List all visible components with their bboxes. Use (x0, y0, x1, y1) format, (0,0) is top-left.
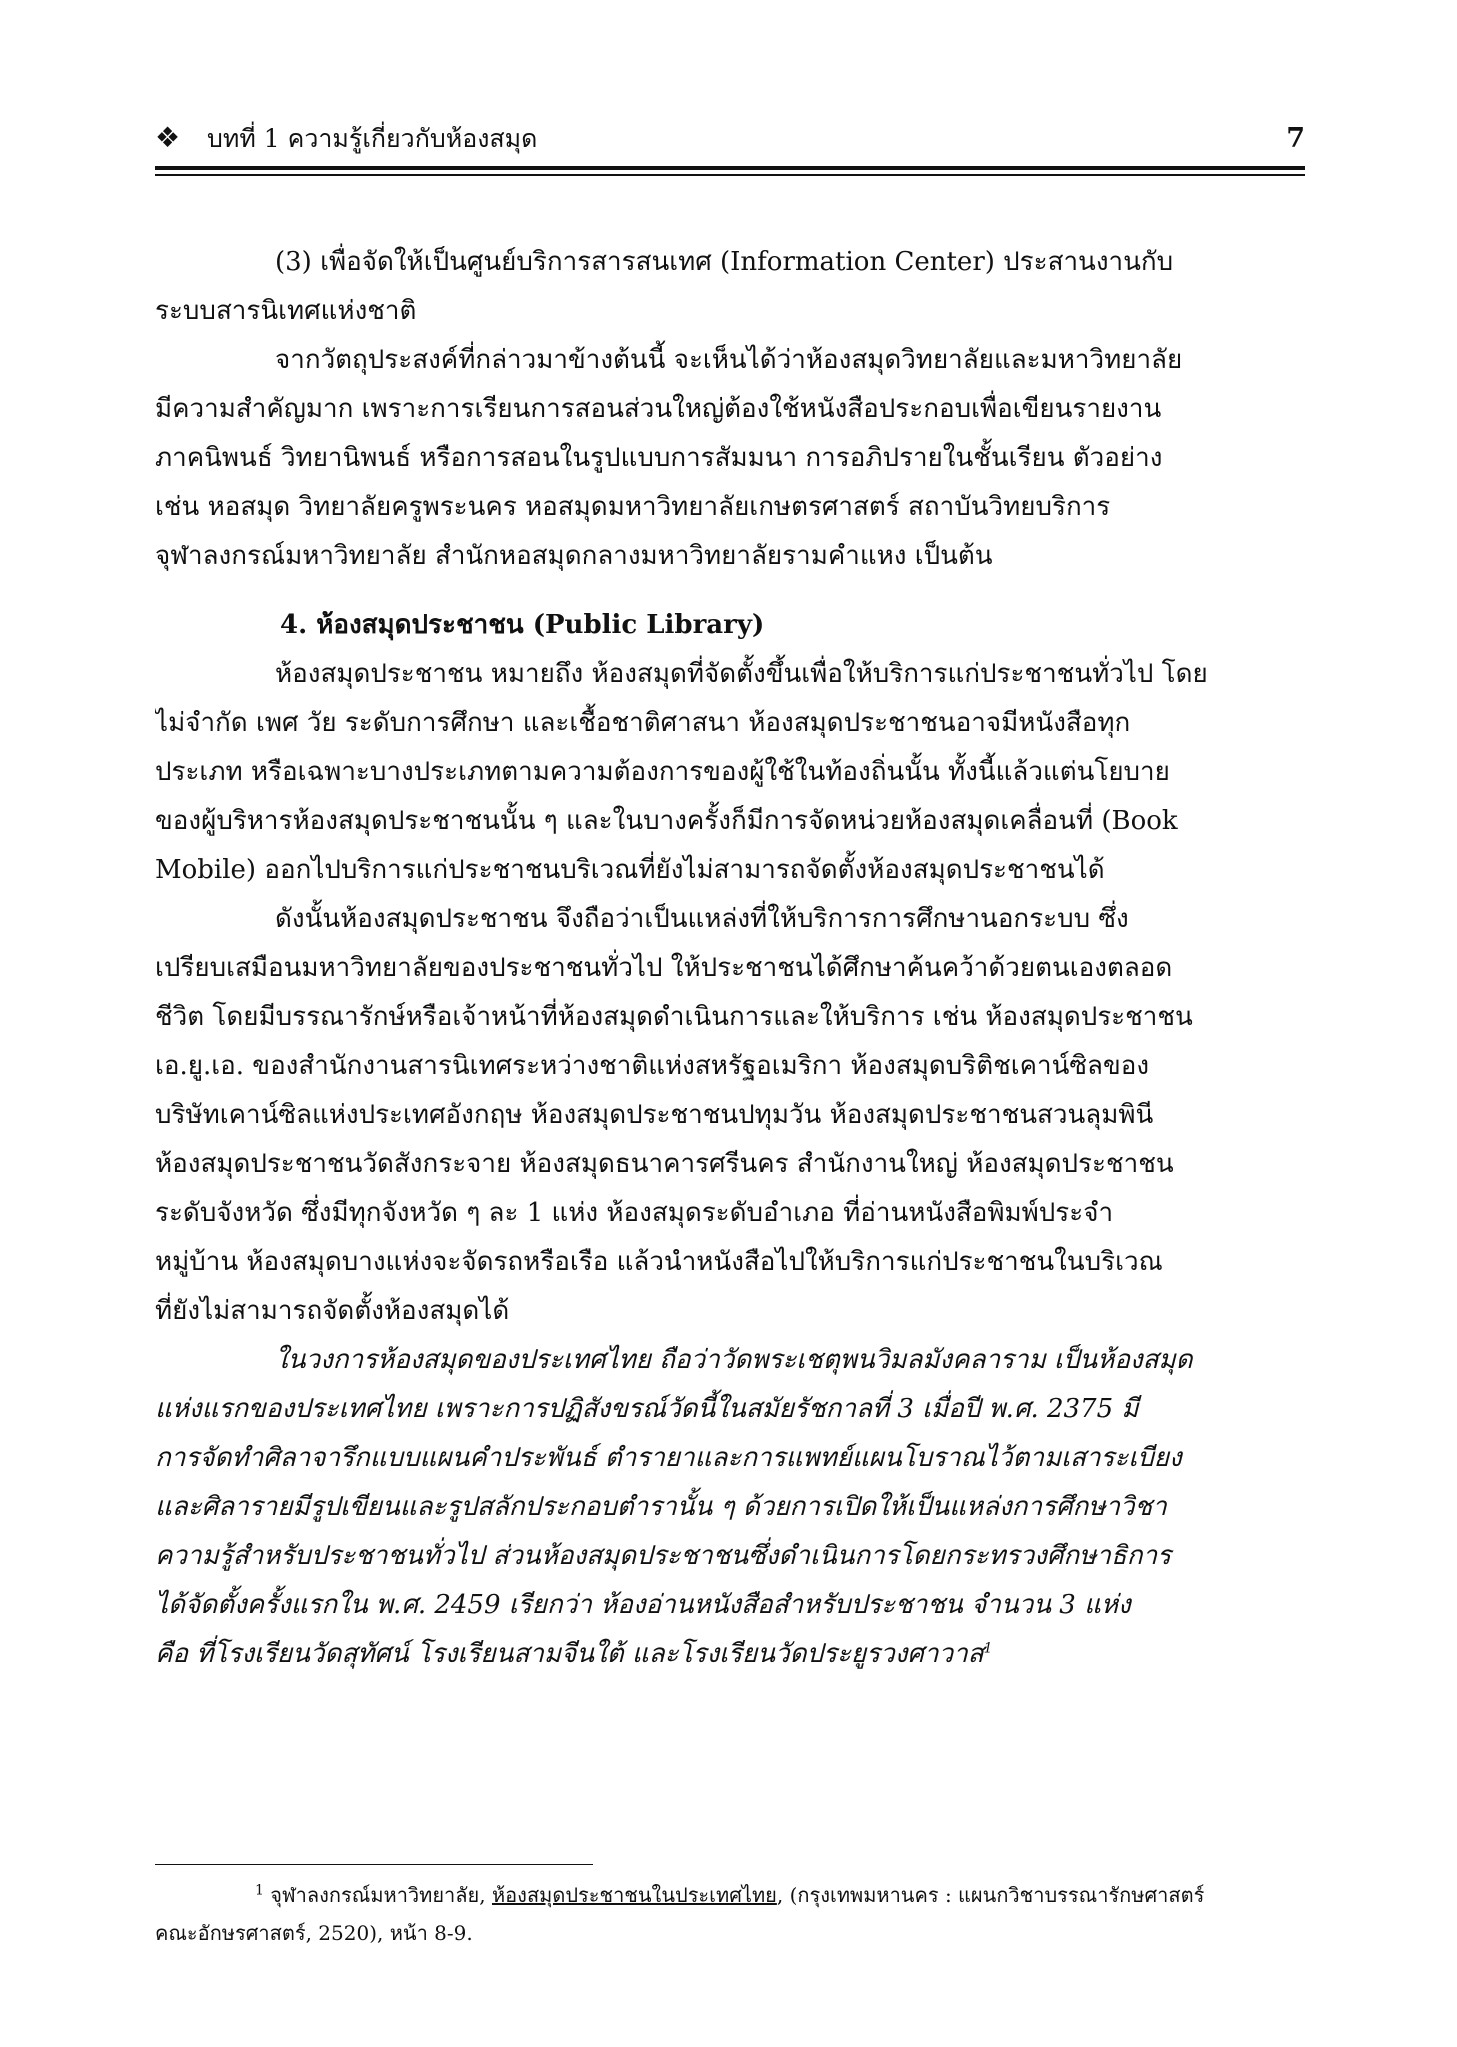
paragraph-line: เอ.ยู.เอ. ของสำนักงานสารนิเทศระหว่างชาติแห่งสหรัฐอเมริกา ห้องสมุดบริติชเคาน์ซิลของ (155, 1051, 1150, 1081)
footnote-continuation: คณะอักษรศาสตร์, 2520), หน้า 8-9. (155, 1921, 473, 1945)
paragraph-line: ความรู้สำหรับประชาชนทั่วไป ส่วนห้องสมุดประชาชนซึ่งดำเนินการโดยกระทรวงศึกษาธิการ (155, 1541, 1172, 1571)
paragraph-line: มีความสำคัญมาก เพราะการเรียนการสอนส่วนใหญ่ต้องใช้หนังสือประกอบเพื่อเขียนรายงาน (155, 394, 1162, 424)
paragraph-line-text: คือ ที่โรงเรียนวัดสุทัศน์ โรงเรียนสามจีนใต้ และโรงเรียนวัดประยูรวงศาวาส (155, 1639, 984, 1669)
paragraph-line: และศิลารายมีรูปเขียนและรูปสลักประกอบตำรานั้น ๆ ด้วยการเปิดให้เป็นแหล่งการศึกษาวิชา (155, 1492, 1167, 1522)
paragraph-line: ระบบสารนิเทศแห่งชาติ (155, 296, 417, 326)
header-rule-thick (155, 166, 1305, 170)
paragraph-line: ได้จัดตั้งครั้งแรกใน พ.ศ. 2459 เรียกว่า ห้องอ่านหนังสือสำหรับประชาชน จำนวน 3 แห่ง (155, 1590, 1131, 1620)
body-text (155, 238, 1305, 1679)
footnote-publication: , (กรุงเทพมหานคร : แผนกวิชาบรรณารักษศาสตร์ (776, 1883, 1205, 1907)
footnote-reference[interactable]: 1 (983, 1640, 993, 1657)
paragraph-line: Mobile) ออกไปบริการแก่ประชาชนบริเวณที่ยังไม่สามารถจัดตั้งห้องสมุดประชาชนได้ (155, 855, 1105, 885)
footnote (155, 1876, 1305, 1914)
diamond-ornament-icon: ❖ (155, 121, 181, 154)
paragraph-line: บริษัทเคาน์ซิลแห่งประเทศอังกฤษ ห้องสมุดประชาชนปทุมวัน ห้องสมุดประชาชนสวนลุมพินี (155, 1100, 1154, 1130)
paragraph-line: ภาคนิพนธ์ วิทยานิพนธ์ หรือการสอนในรูปแบบการสัมมนา การอภิปรายในชั้นเรียน ตัวอย่าง (155, 443, 1163, 473)
chapter-title: บทที่ 1 ความรู้เกี่ยวกับห้องสมุด (207, 124, 538, 153)
paragraph-line (155, 1630, 1305, 1679)
paragraph-line: ของผู้บริหารห้องสมุดประชาชนนั้น ๆ และในบางครั้งก็มีการจัดหน่วยห้องสมุดเคลื่อนที่ (Book (155, 806, 1178, 836)
footnote-marker: 1 (255, 1882, 264, 1899)
paragraph-line: จุฬาลงกรณ์มหาวิทยาลัย สำนักหอสมุดกลางมหาวิทยาลัยรามคำแหง เป็นต้น (155, 541, 993, 571)
paragraph-line: ห้องสมุดประชาชนวัดสังกระจาย ห้องสมุดธนาคารศรีนคร สำนักงานใหญ่ ห้องสมุดประชาชน (155, 1149, 1174, 1179)
paragraph-line: แห่งแรกของประเทศไทย เพราะการปฏิสังขรณ์วัดนี้ในสมัยรัชกาลที่ 3 เมื่อปี พ.ศ. 2375 มี (155, 1394, 1139, 1424)
paragraph-line: ระดับจังหวัด ซึ่งมีทุกจังหวัด ๆ ละ 1 แห่ง ห้องสมุดระดับอำเภอ ที่อ่านหนังสือพิมพ์ประจำ (155, 1198, 1114, 1228)
paragraph-line: จากวัตถุประสงค์ที่กล่าวมาข้างต้นนี้ จะเห็นได้ว่าห้องสมุดวิทยาลัยและมหาวิทยาลัย (275, 345, 1183, 375)
paragraph-line: เช่น หอสมุด วิทยาลัยครูพระนคร หอสมุดมหาวิทยาลัยเกษตรศาสตร์ สถาบันวิทยบริการ (155, 492, 1111, 522)
paragraph-line: ไม่จำกัด เพศ วัย ระดับการศึกษา และเชื้อชาติศาสนา ห้องสมุดประชาชนอาจมีหนังสือทุก (155, 708, 1131, 738)
header-rule-thin (155, 174, 1305, 176)
footnote-author: จุฬาลงกรณ์มหาวิทยาลัย, (263, 1883, 492, 1907)
paragraph-line: ประเภท หรือเฉพาะบางประเภทตามความต้องการของผู้ใช้ในท้องถิ่นนั้น ทั้งนี้แล้วแต่นโยบาย (155, 757, 1170, 787)
paragraph-line: ในวงการห้องสมุดของประเทศไทย ถือว่าวัดพระเชตุพนวิมลมังคลาราม เป็นห้องสมุด (275, 1345, 1193, 1375)
paragraph-line: ห้องสมุดประชาชน หมายถึง ห้องสมุดที่จัดตั้งขึ้นเพื่อให้บริการแก่ประชาชนทั่วไป โดย (275, 659, 1208, 689)
paragraph-line: หมู่บ้าน ห้องสมุดบางแห่งจะจัดรถหรือเรือ แล้วนำหนังสือไปให้บริการแก่ประชาชนในบริเวณ (155, 1247, 1163, 1277)
footnote-area (155, 1876, 1305, 1952)
paragraph-line: เปรียบเสมือนมหาวิทยาลัยของประชาชนทั่วไป ให้ประชาชนได้ศึกษาค้นคว้าด้วยตนเองตลอด (155, 953, 1173, 983)
running-header (155, 118, 1305, 158)
paragraph-line: ดังนั้นห้องสมุดประชาชน จึงถือว่าเป็นแหล่งที่ให้บริการการศึกษานอกระบบ ซึ่ง (275, 904, 1129, 934)
footnote-separator (155, 1864, 593, 1865)
paragraph-line: (3) เพื่อจัดให้เป็นศูนย์บริการสารสนเทศ (Information Center) ประสานงานกับ (275, 247, 1174, 277)
page-number: 7 (1286, 123, 1305, 154)
paragraph-line: ที่ยังไม่สามารถจัดตั้งห้องสมุดได้ (155, 1296, 510, 1326)
paragraph-line: การจัดทำศิลาจารึกแบบแผนคำประพันธ์ ตำรายาและการแพทย์แผนโบราณไว้ตามเสาระเบียง (155, 1443, 1182, 1473)
paragraph-line: ชีวิต โดยมีบรรณารักษ์หรือเจ้าหน้าที่ห้องสมุดดำเนินการและให้บริการ เช่น ห้องสมุดประชาชน (155, 1002, 1193, 1032)
footnote-book-title: ห้องสมุดประชาชนในประเทศไทย (491, 1883, 777, 1907)
section-heading: 4. ห้องสมุดประชาชน (Public Library) (280, 610, 765, 640)
